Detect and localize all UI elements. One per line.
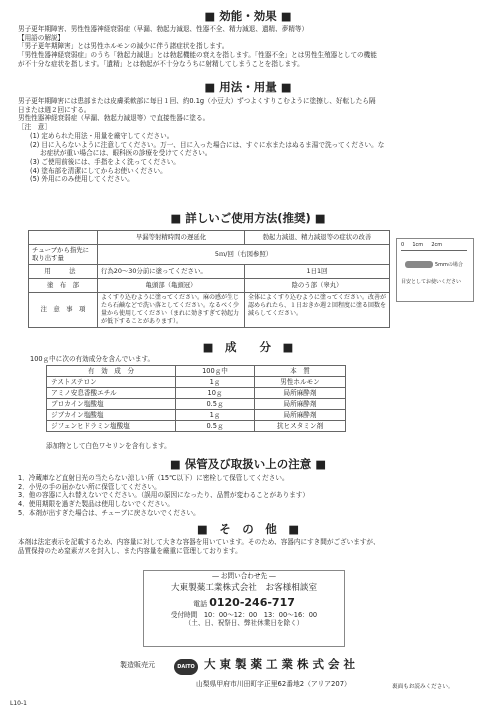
usage-row-label: 注 意 事 項 xyxy=(29,292,98,327)
ingredient-table xyxy=(46,365,346,432)
usage-row-label: チューブから指先に取り出す量 xyxy=(29,245,98,265)
ingredient-col-header: 100ｇ中 xyxy=(176,366,255,377)
usage-cell: 亀頭部（亀頭冠） xyxy=(98,278,245,292)
ingredient-nature: 抗ヒスタミン剤 xyxy=(255,421,346,432)
caution-item: (3) ご使用前後には、手指をよく洗ってください。 xyxy=(30,157,180,166)
usage-row-label: 用 法 xyxy=(29,264,98,278)
usage-table xyxy=(28,230,390,328)
ingredient-amount: 1ｇ xyxy=(176,377,255,388)
contact-company: 大東製薬工業株式会社 お客様相談室 xyxy=(170,582,318,593)
usage-row-label: 塗 布 部 xyxy=(29,278,98,292)
storage-item: 5．本剤が出すぎた場合は、チューブに戻さないでください。 xyxy=(18,508,200,517)
ingredient-amount: 10ｇ xyxy=(176,388,255,399)
document-code: L10-1 xyxy=(10,700,27,707)
contact-box xyxy=(143,570,345,647)
daito-logo: DAITO xyxy=(174,659,198,675)
usage-cell: 行為20～30分前に塗ってください。 xyxy=(98,264,245,278)
other-text: 品質保持のため窒素ガスを封入し、また内容量を厳重に管理しております。 xyxy=(18,546,242,555)
usage-cell: よくすり込むように塗ってください。麻の感が生じたら石鹸などで洗い落としてください。なるべく少量から使用してください（まれに効きすぎて勃起力が低下することがあります）。 xyxy=(98,292,245,327)
dosage-text: 男性性器神経衰弱症（早漏、勃起力減退等）で直接性器に塗る。 xyxy=(18,114,210,123)
contact-title: ― お問い合わせ先 ― xyxy=(212,572,276,580)
composition-heading: ■ 成 分 ■ xyxy=(202,340,294,354)
usage-col-header: 早漏等射精時間の遅延化 xyxy=(98,231,245,245)
table-row xyxy=(47,388,346,399)
maker-address: 山梨県甲府市川田町字正里62番地2（アリア207） xyxy=(196,680,351,688)
ingredient-col-header: 本 質 xyxy=(255,366,346,377)
usage-amount: 5ｍ/回（右図参照） xyxy=(98,245,390,265)
ingredient-nature: 局所麻酔剤 xyxy=(255,410,346,421)
caution-item: (2) 目に入らないように注意してください。万一、目に入った場合には、すぐに水またはぬるま湯で洗ってください。な xyxy=(30,140,385,149)
ingredient-name: ジフェンヒドラミン塩酸塩 xyxy=(47,421,176,432)
storage-item: 1．冷蔵庫など直射日光の当たらない涼しい所（15℃以下）に密栓して保管してください。 xyxy=(18,474,289,482)
dosage-text: 日または週２回にする。 xyxy=(18,105,91,114)
other-section xyxy=(18,538,478,555)
ingredient-col-header: 有 効 成 分 xyxy=(47,366,176,377)
caution-item: (4) 塗布部を清潔にしてからお使いください。 xyxy=(30,166,167,175)
caution-item: (1) 定められた用法・用量を厳守してください。 xyxy=(30,131,174,140)
usage-heading: ■ 詳しいご使用方法(推奨) ■ xyxy=(170,211,326,225)
additive-note: 添加物として白色ワセリンを含有します。 xyxy=(46,442,171,450)
glossary-line: が不十分な症状を指します。「遺精」とは勃起が不十分なうちに射精してしまうことを指します。 xyxy=(18,59,304,68)
caution-item: (5) 外用にのみ使用してください。 xyxy=(30,175,134,184)
ingredient-nature: 局所麻酔剤 xyxy=(255,399,346,410)
tube-note: 目安としてお使いください xyxy=(401,279,462,285)
table-row xyxy=(47,421,346,432)
other-text: 本剤は法定表示を記載するため、内容量に対して大きな容器を用いています。そのため、容器内にすき間がございますが、 xyxy=(18,538,380,546)
phone-number[interactable]: 0120-246-717 xyxy=(209,596,295,610)
tube-caption: 5mmの場合 xyxy=(435,262,463,268)
ingredient-nature: 局所麻酔剤 xyxy=(255,388,346,399)
table-row xyxy=(47,410,346,421)
ingredient-amount: 0.5ｇ xyxy=(176,421,255,432)
usage-cell: 1日1回 xyxy=(245,264,390,278)
usage-cell: 全体によくすり込むように塗ってください。改善が認められたら、１日おきか週２回程度に塗る回数を減らしてください。 xyxy=(245,292,390,327)
glossary-title: 【用語の解説】 xyxy=(18,33,65,42)
back-note: 裏面もお読みください。 xyxy=(392,684,454,690)
caution-item: お症状が重い場合には、眼科医の診療を受けてください。 xyxy=(40,149,212,158)
glossary-line: 「男性性器神経衰弱症」のうち「勃起力減退」とは勃起機能の衰えを指します。「性器不全」とは男性生殖器としての機能 xyxy=(18,51,377,60)
storage-item: 3．他の容器に入れ替えないでください。（誤用の原因になったり、品質が変わることがあります） xyxy=(18,491,310,500)
ingredient-name: アミノ安息香酸エチル xyxy=(47,388,176,399)
tube-diagram xyxy=(396,238,474,302)
ingredient-name: ジブカイン塩酸塩 xyxy=(47,410,176,421)
storage-heading: ■ 保管及び取扱い上の注意 ■ xyxy=(169,457,327,471)
glossary-line: 「男子更年期障害」とは男性ホルモンの減少に伴う諸症状を指します。 xyxy=(18,42,229,51)
table-row xyxy=(47,399,346,410)
ingredient-name: プロカイン塩酸塩 xyxy=(47,399,176,410)
dosage-heading: ■ 用法・用量 ■ xyxy=(204,80,292,94)
other-heading: ■ そ の 他 ■ xyxy=(196,522,300,536)
table-row xyxy=(47,377,346,388)
manufacturer xyxy=(120,655,420,677)
maker-name: 大 東 製 薬 工 業 株 式 会 社 xyxy=(204,657,356,671)
usage-col-header: 勃起力減退、精力減退等の症状の改善 xyxy=(245,231,390,245)
ingredient-amount: 1ｇ xyxy=(176,410,255,421)
storage-list xyxy=(18,474,478,518)
storage-item: 2．小児の手の届かない所に保管してください。 xyxy=(18,482,161,491)
contact-hours: 受付時間 10：00～12：00 13：00～16：00 xyxy=(170,610,318,619)
usage-cell: 陰のう部（睾丸） xyxy=(245,278,390,292)
ointment-sample xyxy=(405,261,433,268)
dosage-section xyxy=(18,97,478,184)
ingredient-amount: 0.5ｇ xyxy=(176,399,255,410)
phone-label: 電話 xyxy=(193,600,208,609)
caution-title: ［注 意］ xyxy=(18,123,51,132)
storage-item: 4．使用期限を過ぎた製品は使用しないでください。 xyxy=(18,500,174,509)
efficacy-heading: ■ 効能・効果 ■ xyxy=(204,9,292,23)
maker-label: 製造販売元 xyxy=(120,661,155,669)
tube-scale: 0 1cm 2cm xyxy=(401,242,443,248)
ingredient-name: テストステロン xyxy=(47,377,176,388)
composition-intro: 100ｇ中に次の有効成分を含んでいます。 xyxy=(30,355,155,363)
contact-closed: （土、日、祝祭日、弊社休業日を除く） xyxy=(184,619,304,628)
dosage-text: 男子更年期障害には患部または皮膚柔軟部に毎日１回、約0.1g（小豆大）ずつよくすりこむように塗擦し、好転したら隔 xyxy=(18,97,376,105)
efficacy-text: 男子更年期障害、男性性器神経衰弱症（早漏、勃起力減退、性器不全、精力減退、遺精、夢精等） xyxy=(18,25,309,33)
ingredient-nature: 男性ホルモン xyxy=(255,377,346,388)
ruler-line xyxy=(401,250,467,251)
efficacy-section xyxy=(18,25,478,69)
